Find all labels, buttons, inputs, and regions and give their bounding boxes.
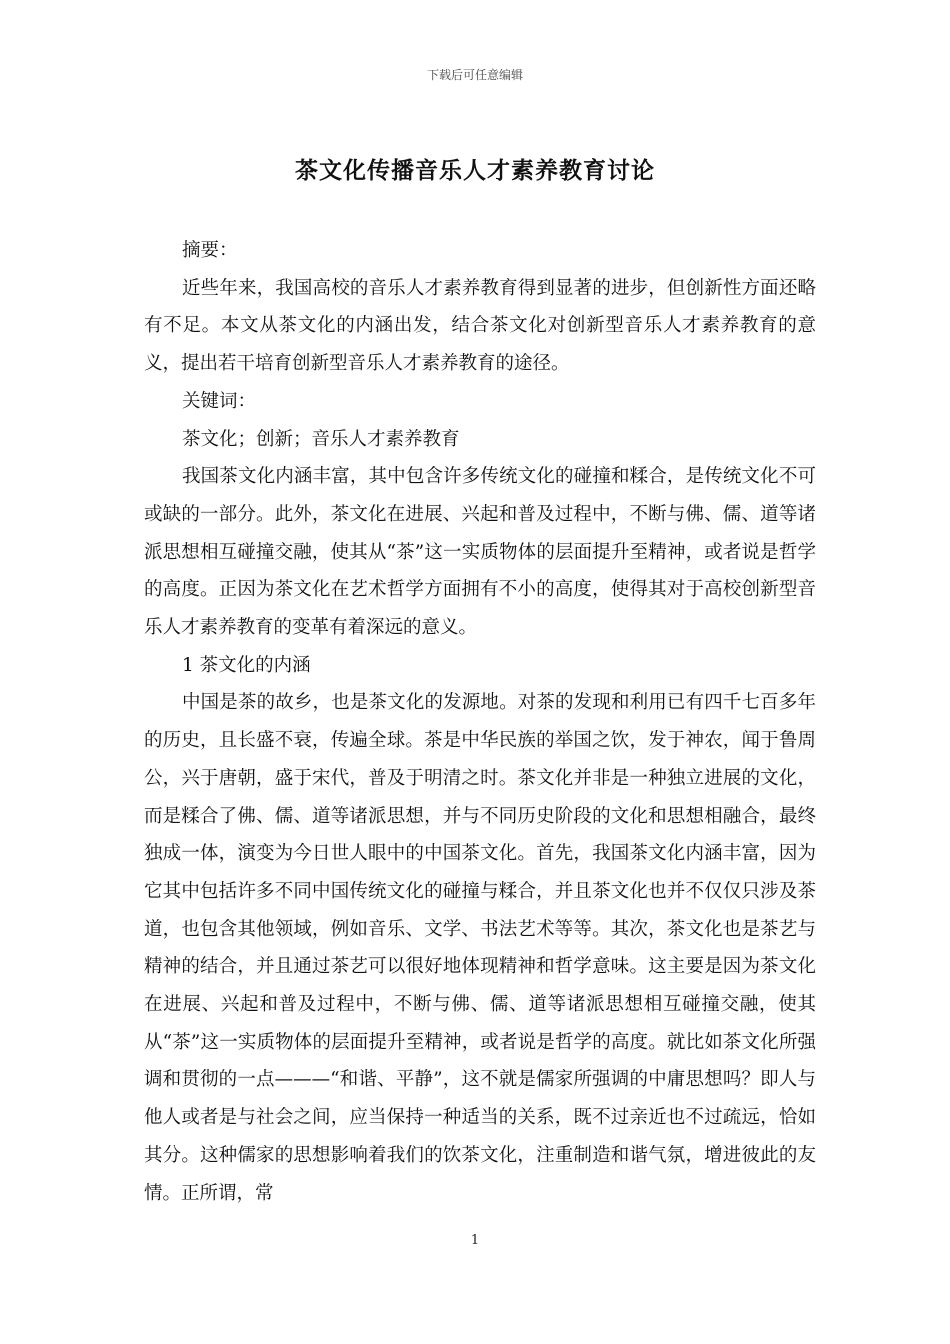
section-paragraph: 中国是茶的故乡，也是茶文化的发源地。对茶的发现和利用已有四千七百多年的历史，且长盛不衰，传遍全球。茶是中华民族的举国之饮，发于神农，闻于鲁周公，兴于唐朝，盛于宋代，普及于明清之时。茶文化并非是一种独立进展的文化，而是糅合了佛、儒、道等诸派思想，并与不同历史阶段的文化和思想相融合，最终独成一体，演变为今日世人眼中的中国茶文化。首先，我国茶文化内涵丰富，因为它其中包括许多不同中国传统文化的碰撞与糅合，并且茶文化也并不仅仅只涉及茶道，也包含其他领域，例如音乐、文学、书法艺术等等。其次，茶文化也是茶艺与精神的结合，并且通过茶艺可以很好地体现精神和哲学意味。这主要是因为茶文化在进展、兴起和普及过程中，不断与佛、儒、道等诸派思想相互碰撞交融，使其从“茶”这一实质物体的层面提升至精神，或者说是哲学的高度。就比如茶文化所强调和贯彻的一点———“和谐、平静”，这不就是儒家所强调的中庸思想吗？即人与他人或者是与社会之间，应当保持一种适当的关系，既不过亲近也不过疏远，恰如其分。这种儒家的思想影响着我们的饮茶文化，注重制造和谐气氛，增进彼此的友情。正所谓，常: [144, 692, 816, 1204]
intro-paragraph: 我国茶文化内涵丰富，其中包含许多传统文化的碰撞和糅合，是传统文化不可或缺的一部分。此外，茶文化在进展、兴起和普及过程中，不断与佛、儒、道等诸派思想相互碰撞交融，使其从“茶”这一实质物体的层面提升至精神，或者说是哲学的高度。正因为茶文化在艺术哲学方面拥有不小的高度，使得其对于高校创新型音乐人才素养教育的变革有着深远的意义。: [144, 466, 816, 639]
page-number: 1: [470, 1233, 480, 1248]
document-title: 茶文化传播音乐人才素养教育讨论: [295, 158, 655, 184]
keywords-label: 关键词：: [182, 390, 257, 412]
page-header: 下载后可任意编辑: [426, 68, 523, 82]
section-heading: 1 茶文化的内涵: [182, 654, 311, 676]
document-body: [144, 232, 816, 1212]
abstract-label: 摘要：: [182, 240, 238, 261]
abstract-text: 近些年来，我国高校的音乐人才素养教育得到显著的进步，但创新性方面还略有不足。本文从茶文化的内涵出发，结合茶文化对创新型音乐人才素养教育的意义，提出若干培育创新型音乐人才素养教育的途径。: [144, 277, 816, 375]
keywords-text: 茶文化；创新；音乐人才素养教育: [182, 428, 460, 450]
